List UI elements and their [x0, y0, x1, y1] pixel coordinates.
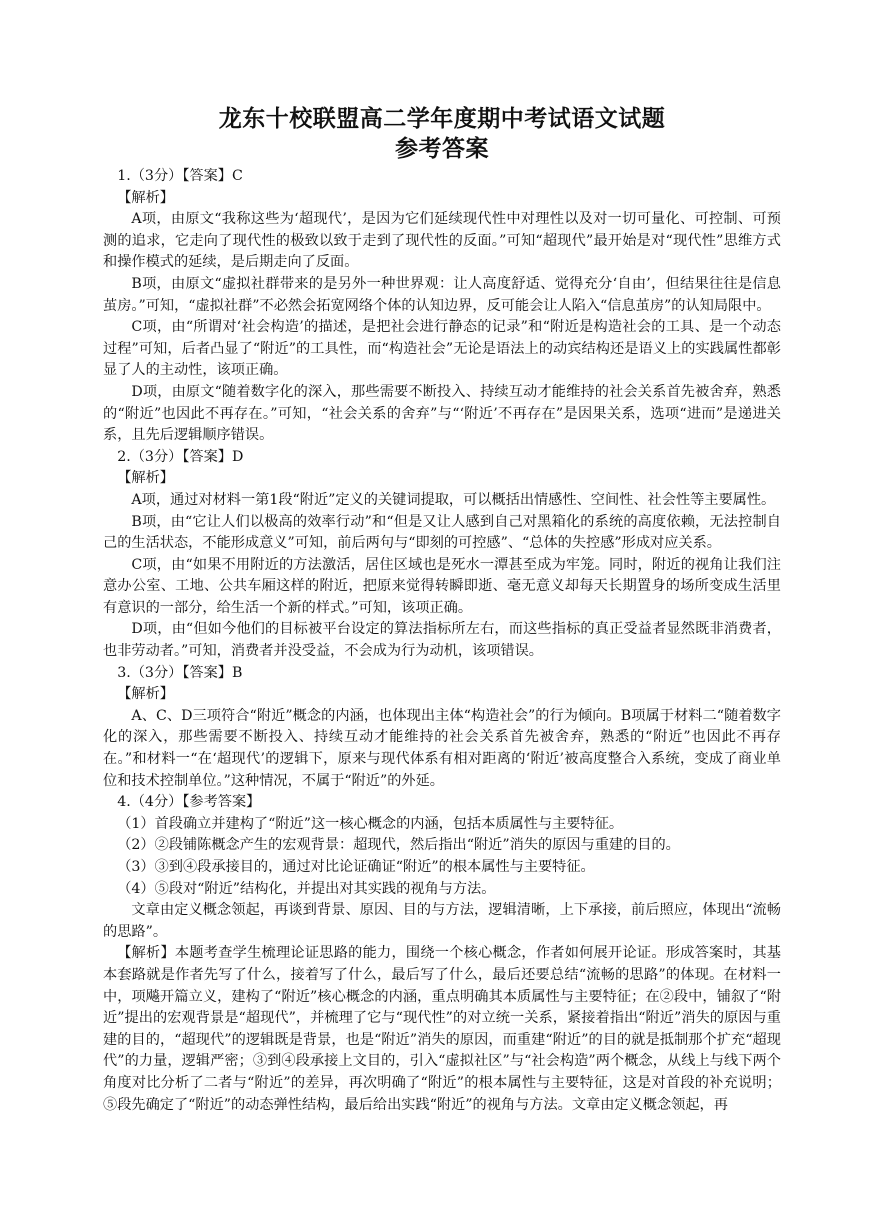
document-body: [103, 104, 781, 1116]
q2-option-c: C项，由“如果不用附近的方法激活，居住区域也是死水一潭甚至成为牢笼。同时，附近的视角让我们注意办公室、工地、公共车厢这样的附近，把原来觉得转瞬即逝、毫无意义却每天长期置身的场所变成生活里有意识的一部分，给生活一个新的样式。”可知，该项正确。: [103, 556, 781, 616]
document-subtitle: 参考答案: [395, 136, 489, 162]
q1-option-b: B项，由原文“虚拟社群带来的是另外一种世界观：让人高度舒适、觉得充分‘自由’，但结果往往是信息茧房。”可知，“虚拟社群”不必然会拓宽网络个体的认知边界，反可能会让人陷入“信息茧房”的认知局限中。: [103, 275, 781, 314]
q4-point-4: （4）⑤段对“附近”结构化，并提出对其实践的视角与方法。: [117, 880, 496, 897]
q2-option-b: B项，由“它让人们以极高的效率行动”和“但是又让人感到自己对黑箱化的系统的高度依赖，无法控制自己的生活状态，不能形成意义”可知，前后两句与“即刻的可控感”、“总体的失控感”形成对应关系。: [103, 513, 781, 552]
q4-point-3: （3）③到④段承接目的，通过对比论证确证“附近”的根本属性与主要特征。: [117, 859, 595, 875]
q1-option-d: D项，由原文“随着数字化的深入，那些需要不断投入、持续互动才能维持的社会关系首先被舍弃，熟悉的“附近”也因此不再存在。”可知，“社会关系的舍弃”与“‘附近’不再存在”是因果关系，选项“进而”是递进关系，且先后逻辑顺序错误。: [103, 383, 781, 444]
q4-point-2: （2）②段铺陈概念产生的宏观背景：超现代，然后指出“附近”消失的原因与重建的目的。: [117, 837, 680, 854]
q3-analysis-label: 【解析】: [117, 686, 174, 703]
document-title: 龙东十校联盟高二学年度期中考试语文试题: [218, 106, 666, 132]
q4-point-1: （1）首段确立并建构了“附近”这一核心概念的内涵，包括本质属性与主要特征。: [117, 815, 624, 832]
q4-analysis: 【解析】本题考查学生梳理论证思路的能力，围绕一个核心概念，作者如何展开论证。形成答案时，其基本套路就是作者先写了什么，接着写了什么，最后写了什么，最后还要总结“流畅的思路”的体现。在材料一中，项飚开篇立义，建构了“附近”核心概念的内涵，重点明确其本质属性与主要特征；在②段中，铺叙了“附近”提出的宏观背景是“超现代”，并梳理了它与“现代性”的对立统一关系，紧接着指出“附近”消失的原因与重建的目的，“超现代”的逻辑既是背景，也是“附近”消失的原因，而重建“附近”的目的就是抵制那个扩充“超现代”的力量，逻辑严密；③到④段承接上文目的，引入“虚拟社区”与“社会构造”两个概念，从线上与线下两个角度对比分析了二者与“附近”的差异，再次明确了“附近”的根本属性与主要特征，这是对首段的补充说明；⑤段先确定了“附近”的动态弹性结构，最后给出实践“附近”的视角与方法。文章由定义概念领起，再: [103, 945, 781, 1113]
q1-analysis-label: 【解析】: [117, 189, 174, 206]
q2-answer-heading: 2.（3分）【答案】D: [117, 448, 244, 465]
q3-analysis-body: A、C、D三项符合“附近”概念的内涵，也体现出主体“构造社会”的行为倾向。B项属于材料二“随着数字化的深入，那些需要不断投入、持续互动才能维持的社会关系首先被舍弃，熟悉的“附近”也因此不再存在。”和材料一“在‘超现代’的逻辑下，原来与现代体系有相对距离的‘附近’被高度整合入系统，变成了商业单位和技术控制单位。”这种情况，不属于“附近”的外延。: [103, 707, 781, 789]
q4-summary: 文章由定义概念领起，再谈到背景、原因、目的与方法，逻辑清晰，上下承接，前后照应，体现出“流畅的思路”。: [103, 902, 781, 940]
q1-answer-heading: 1.（3分）【答案】C: [117, 168, 243, 184]
q3-answer-heading: 3.（3分）【答案】B: [117, 664, 243, 681]
q1-option-a: A项，由原文“我称这些为‘超现代’，是因为它们延续现代性中对理性以及对一切可量化、可控制、可预测的追求，它走向了现代性的极致以致于走到了现代性的反面。”可知“超现代”最开始是对“现代性”思维方式和操作模式的延续，是后期走向了反面。: [103, 211, 781, 271]
q2-analysis-label: 【解析】: [117, 470, 174, 487]
q1-option-c: C项，由“所谓对‘社会构造’的描述，是把社会进行静态的记录”和“附近是构造社会的工具、是一个动态过程”可知，后者凸显了“附近”的工具性，而“构造社会”无论是语法上的动宾结构还是语义上的实践属性都彰显了人的主动性，该项正确。: [103, 319, 781, 379]
q4-answer-heading: 4.（4分）【参考答案】: [117, 794, 261, 811]
q2-option-d: D项，由“但如今他们的目标被平台设定的算法指标所左右，而这些指标的真正受益者显然既非消费者，也非劳动者。”可知，消费者并没受益，不会成为行为动机，该项错误。: [103, 621, 781, 660]
q2-option-a: A项，通过对材料一第1段“附近”定义的关键词提取，可以概括出情感性、空间性、社会性等主要属性。: [131, 491, 776, 508]
